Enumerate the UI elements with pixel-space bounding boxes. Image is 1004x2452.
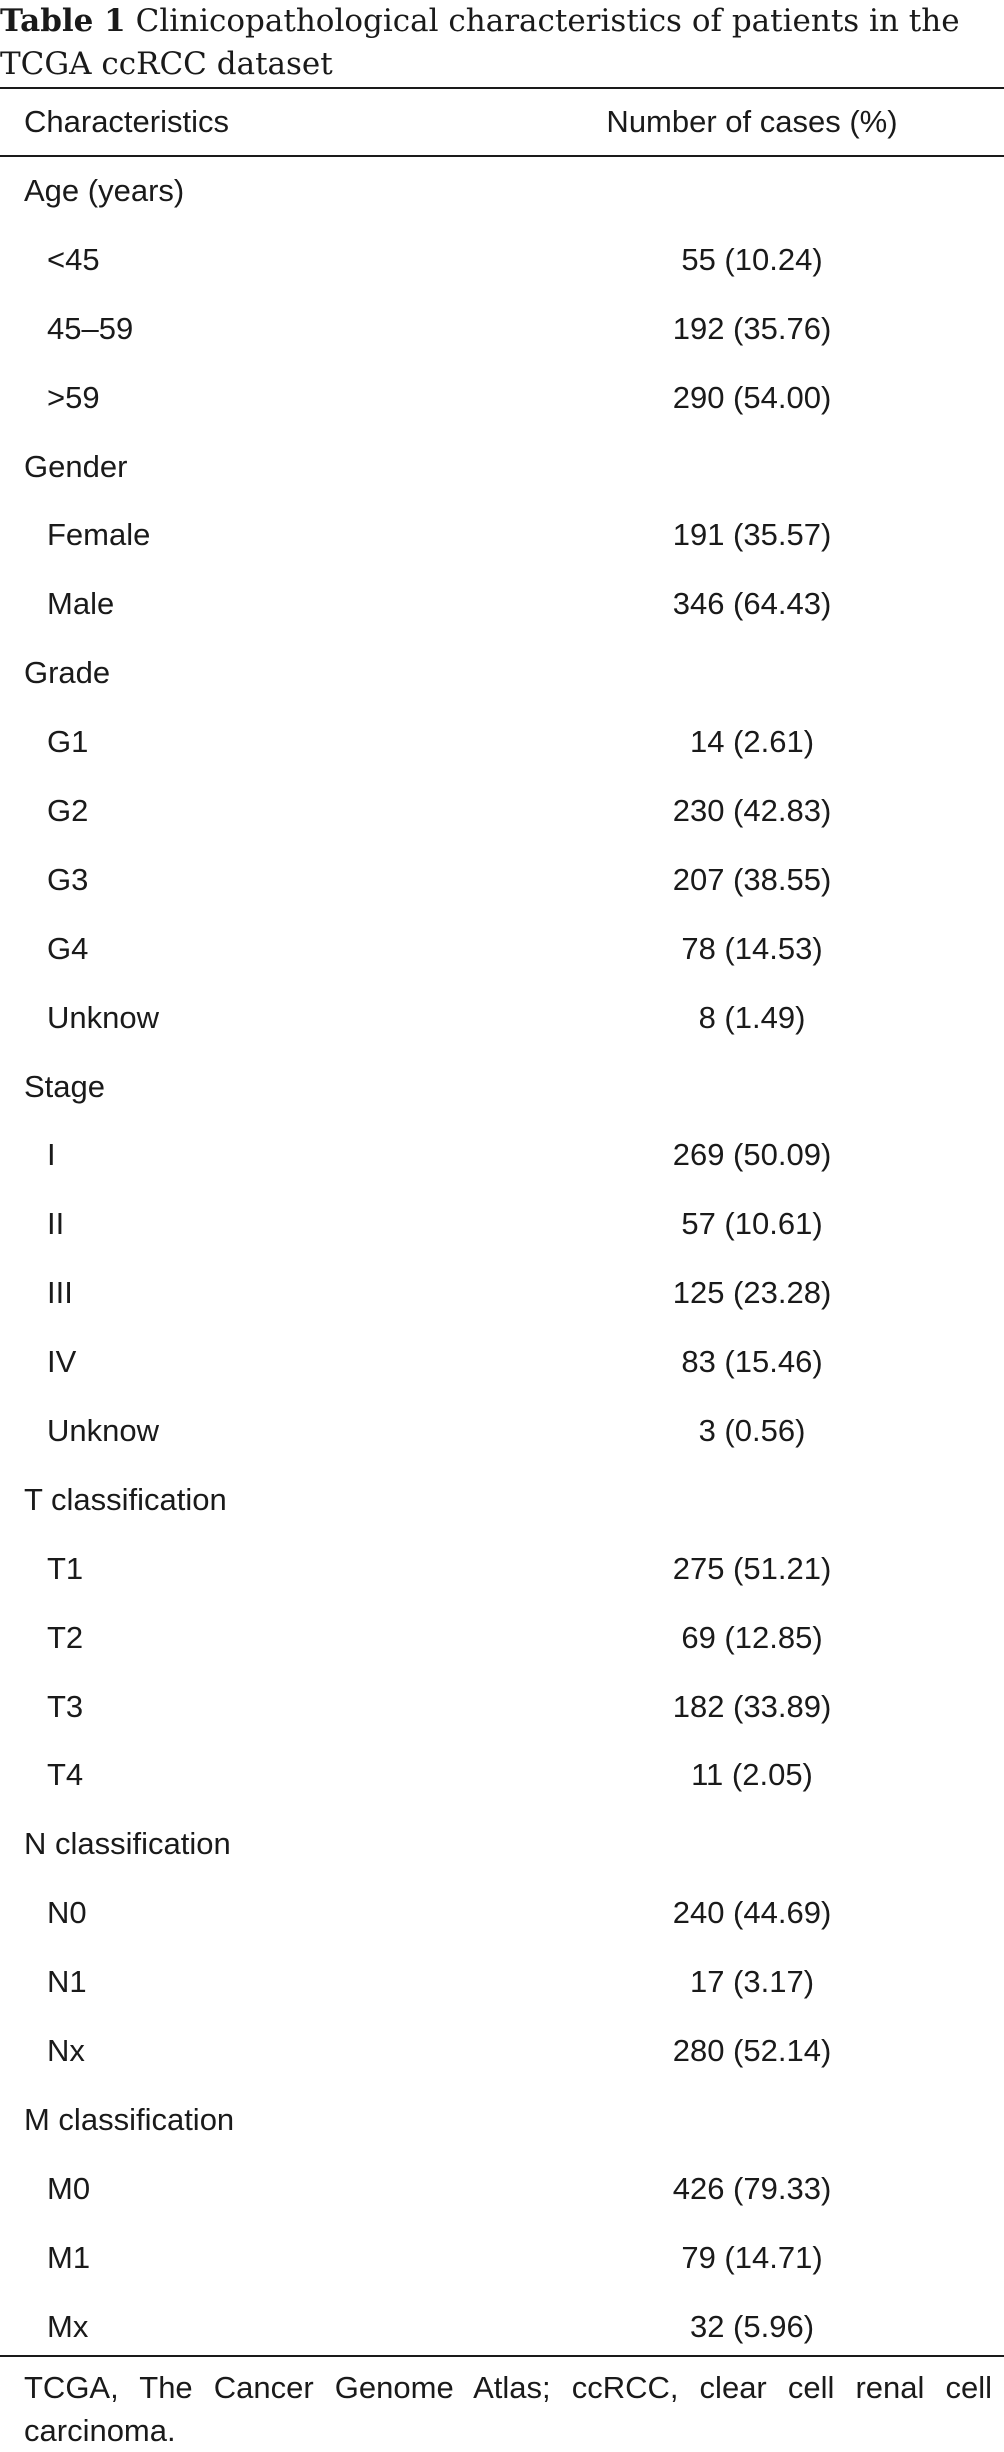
row-value: 3 (0.56) bbox=[698, 1413, 806, 1449]
row-value: 426 (79.33) bbox=[672, 2170, 832, 2206]
row-label: G3 bbox=[47, 861, 89, 897]
row-label: I bbox=[47, 1137, 56, 1173]
row-value: 269 (50.09) bbox=[672, 1137, 832, 1173]
table-row bbox=[0, 1673, 1004, 1742]
table-row bbox=[0, 777, 1004, 846]
table-category-row bbox=[0, 1053, 1004, 1122]
table-bottom-rule bbox=[0, 2355, 1004, 2357]
row-label: Nx bbox=[47, 2033, 85, 2069]
row-value: 192 (35.76) bbox=[672, 310, 832, 346]
table-row bbox=[0, 984, 1004, 1053]
row-label: <45 bbox=[47, 241, 100, 277]
table-footnote: TCGA, The Cancer Genome Atlas; ccRCC, clear cell renal cell carcinoma. bbox=[24, 2370, 992, 2448]
table-row bbox=[0, 2017, 1004, 2086]
table-row bbox=[0, 2293, 1004, 2362]
row-label: G1 bbox=[47, 724, 89, 760]
row-value: 17 (3.17) bbox=[689, 1964, 815, 2000]
table-row bbox=[0, 501, 1004, 570]
row-label: >59 bbox=[47, 379, 100, 415]
table-row bbox=[0, 915, 1004, 984]
row-label: T1 bbox=[47, 1550, 84, 1586]
row-label: G4 bbox=[47, 930, 89, 966]
table-row bbox=[0, 1535, 1004, 1604]
table-row bbox=[0, 2224, 1004, 2293]
category-label: N classification bbox=[24, 1826, 231, 1862]
row-value: 191 (35.57) bbox=[672, 517, 832, 553]
row-label: M0 bbox=[47, 2170, 91, 2206]
table-category-row bbox=[0, 433, 1004, 502]
category-label: Grade bbox=[24, 655, 111, 691]
table-header-row bbox=[0, 89, 1004, 155]
row-value: 290 (54.00) bbox=[672, 379, 832, 415]
table-row bbox=[0, 1259, 1004, 1328]
table-caption-label: Table 1 bbox=[0, 3, 126, 39]
row-label: Male bbox=[47, 586, 115, 622]
row-label: N1 bbox=[47, 1964, 87, 2000]
table-category-row bbox=[0, 1810, 1004, 1879]
row-value: 125 (23.28) bbox=[672, 1275, 832, 1311]
row-value: 79 (14.71) bbox=[681, 2239, 823, 2275]
table-category-row bbox=[0, 157, 1004, 226]
table-row bbox=[0, 1328, 1004, 1397]
column-header-characteristics: Characteristics bbox=[24, 104, 229, 139]
category-label: Gender bbox=[24, 448, 128, 484]
table-category-row bbox=[0, 2086, 1004, 2155]
row-label: T2 bbox=[47, 1619, 84, 1655]
row-value: 69 (12.85) bbox=[681, 1619, 823, 1655]
row-label: Unknow bbox=[47, 999, 159, 1035]
row-label: T4 bbox=[47, 1757, 84, 1793]
table-row bbox=[0, 1121, 1004, 1190]
row-label: Female bbox=[47, 517, 151, 553]
row-value: 275 (51.21) bbox=[672, 1550, 832, 1586]
table-category-row bbox=[0, 639, 1004, 708]
row-label: Unknow bbox=[47, 1413, 159, 1449]
category-label: T classification bbox=[24, 1481, 227, 1517]
table-row bbox=[0, 226, 1004, 295]
row-value: 230 (42.83) bbox=[672, 793, 832, 829]
category-label: Age (years) bbox=[24, 173, 185, 208]
row-value: 11 (2.05) bbox=[691, 1757, 813, 1793]
row-value: 8 (1.49) bbox=[698, 999, 806, 1035]
row-label: 45–59 bbox=[47, 310, 134, 346]
row-label: III bbox=[47, 1275, 73, 1311]
table-row bbox=[0, 2155, 1004, 2224]
table-row bbox=[0, 1741, 1004, 1810]
table-row bbox=[0, 708, 1004, 777]
row-label: M1 bbox=[47, 2239, 91, 2275]
column-header-number-of-cases: Number of cases (%) bbox=[606, 104, 898, 139]
table-caption-text: Clinicopathological characteristics of patients in the TCGA ccRCC dataset bbox=[0, 3, 960, 82]
row-value: 207 (38.55) bbox=[672, 861, 832, 897]
table-row bbox=[0, 1948, 1004, 2017]
category-label: M classification bbox=[24, 2101, 235, 2137]
table-category-row bbox=[0, 1466, 1004, 1535]
row-value: 83 (15.46) bbox=[681, 1344, 823, 1380]
table-row bbox=[0, 1397, 1004, 1466]
row-label: II bbox=[47, 1206, 65, 1242]
row-label: Mx bbox=[47, 2308, 89, 2344]
row-value: 32 (5.96) bbox=[689, 2308, 815, 2344]
row-value: 14 (2.61) bbox=[689, 724, 815, 760]
table-body bbox=[0, 157, 1004, 2362]
row-label: G2 bbox=[47, 793, 89, 829]
table-row bbox=[0, 364, 1004, 433]
table-caption bbox=[0, 0, 1004, 86]
row-value: 55 (10.24) bbox=[681, 241, 823, 277]
table-row bbox=[0, 295, 1004, 364]
category-label: Stage bbox=[24, 1068, 106, 1104]
row-value: 78 (14.53) bbox=[681, 930, 823, 966]
table-row bbox=[0, 1604, 1004, 1673]
row-label: N0 bbox=[47, 1895, 87, 1931]
row-label: IV bbox=[47, 1344, 77, 1380]
table-row bbox=[0, 570, 1004, 639]
row-label: T3 bbox=[47, 1688, 84, 1724]
table-row bbox=[0, 1190, 1004, 1259]
row-value: 57 (10.61) bbox=[681, 1206, 823, 1242]
row-value: 182 (33.89) bbox=[672, 1688, 832, 1724]
table-row bbox=[0, 1879, 1004, 1948]
row-value: 240 (44.69) bbox=[672, 1895, 832, 1931]
table-row bbox=[0, 846, 1004, 915]
row-value: 280 (52.14) bbox=[672, 2033, 832, 2069]
row-value: 346 (64.43) bbox=[672, 586, 832, 622]
